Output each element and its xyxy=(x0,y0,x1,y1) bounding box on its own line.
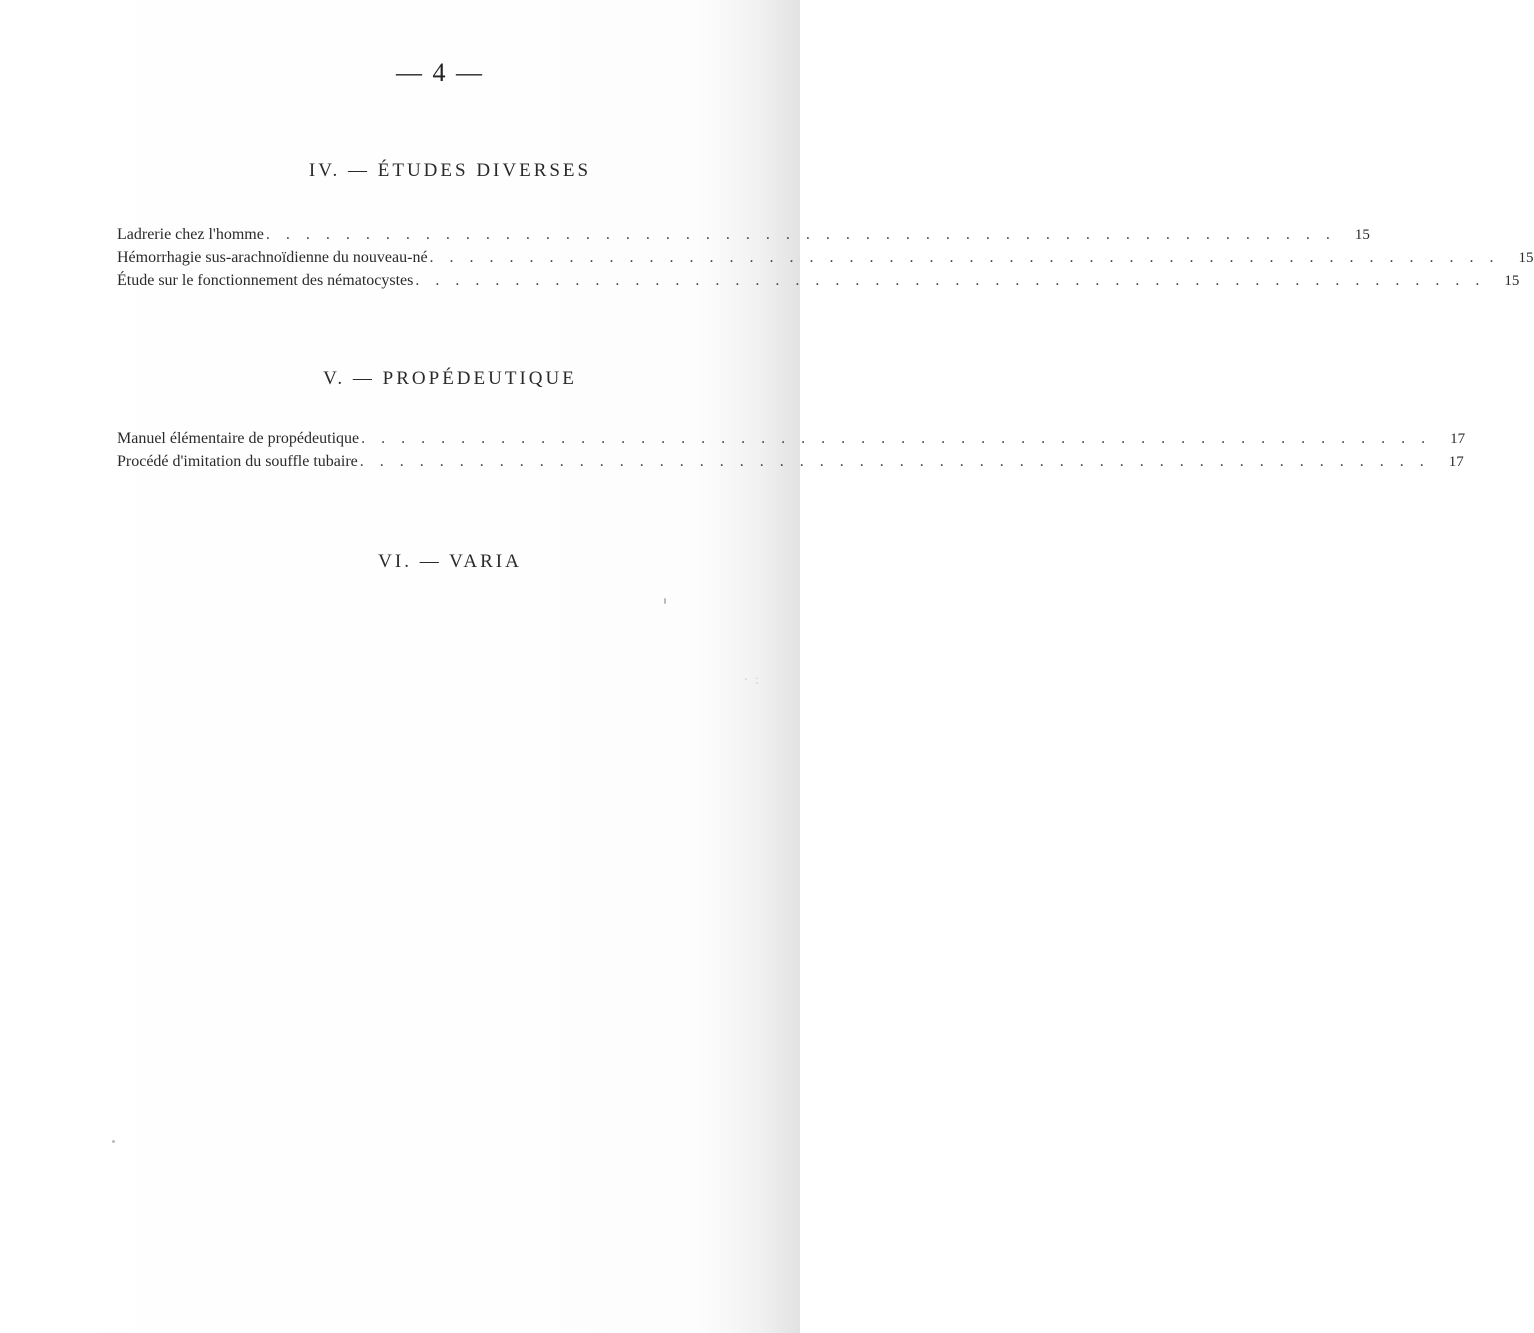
toc-entry xyxy=(117,272,1520,295)
toc-entry xyxy=(117,226,1370,249)
toc-entry-page: 17 xyxy=(1448,454,1464,470)
toc-entry-title: Étude sur le fonctionnement des nématocystes xyxy=(117,272,414,289)
toc-entry xyxy=(117,453,1464,476)
dot-leader: . . . . . . . . . . . . . . . . . . . . . . . . . . . . . . . . . . . . . . . . . . . . . . . . . . . . . . xyxy=(361,430,1432,447)
toc-entry-page: 15 xyxy=(1518,250,1534,266)
bleed-through-marks: · : xyxy=(740,673,760,688)
toc-list-iv xyxy=(117,226,1534,295)
toc-entry-title: Manuel élémentaire de propédeutique xyxy=(117,430,360,447)
paper-speck xyxy=(112,1140,115,1143)
bleed-through-marks xyxy=(740,868,800,968)
dot-leader: . . . . . . . . . . . . . . . . . . . . . . . . . . . . . . . . . . . . . . . . . . . . . . . . . . . . . . xyxy=(265,226,1336,243)
toc-entry-title: Procédé d'imitation du souffle tubaire xyxy=(117,453,358,470)
toc-entry-page: 15 xyxy=(1354,227,1370,243)
paper-speck xyxy=(664,598,666,604)
toc-entry-title: Ladrerie chez l'homme xyxy=(117,226,264,243)
toc-entry xyxy=(117,249,1534,272)
section-heading-iv: IV. — ÉTUDES DIVERSES xyxy=(308,160,592,181)
dot-leader: . . . . . . . . . . . . . . . . . . . . . . . . . . . . . . . . . . . . . . . . . . . . . . . . . . . . . . xyxy=(415,272,1486,289)
bleed-through-marks xyxy=(745,1122,805,1197)
toc-entry-title: Hémorrhagie sus-arachnoïdienne du nouveau-né xyxy=(117,249,428,266)
page-number: — 4 — xyxy=(396,58,484,87)
toc-list-v xyxy=(117,430,1466,476)
section-heading-v: V. — PROPÉDEUTIQUE xyxy=(323,368,577,389)
toc-entry-page: 15 xyxy=(1504,273,1520,289)
section-heading-vi: VI. — VARIA xyxy=(378,551,522,572)
toc-entry-page: 17 xyxy=(1450,431,1466,447)
dot-leader: . . . . . . . . . . . . . . . . . . . . . . . . . . . . . . . . . . . . . . . . . . . . . . . . . . . . . . xyxy=(359,453,1430,470)
dot-leader: . . . . . . . . . . . . . . . . . . . . . . . . . . . . . . . . . . . . . . . . . . . . . . . . . . . . . . xyxy=(429,249,1500,266)
toc-entry xyxy=(117,430,1466,453)
